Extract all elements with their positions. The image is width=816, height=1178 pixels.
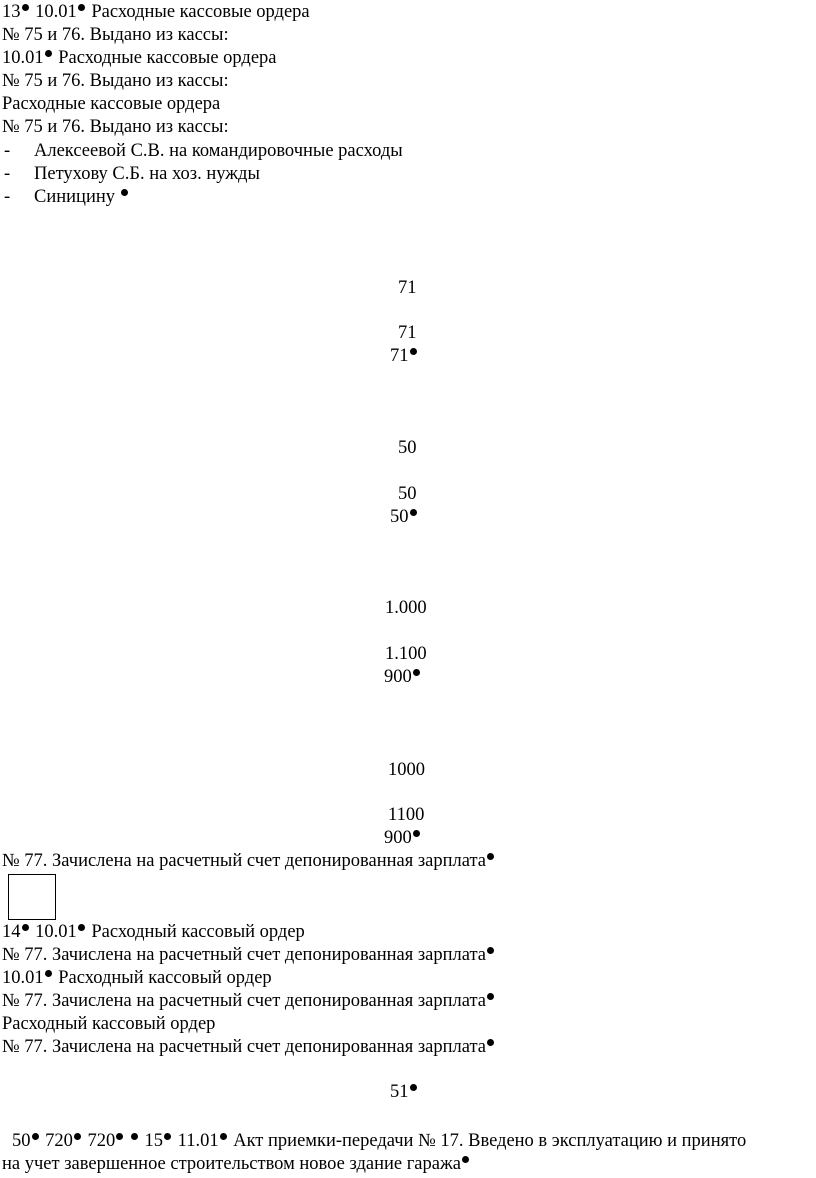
bullet-icon	[487, 993, 494, 1000]
entry-14-operation: № 77. Зачислена на расчетный счет депонированная зарплата	[2, 1036, 496, 1058]
bullet-icon	[487, 1039, 494, 1046]
bullet-icon	[45, 50, 52, 57]
amount: 50	[398, 438, 417, 458]
bullet-icon	[74, 1133, 81, 1140]
bullet-icon	[116, 1133, 123, 1140]
bullet-icon	[45, 970, 52, 977]
entry-14-doc: Расходный кассовый ордер	[2, 1014, 216, 1034]
bullet-icon	[220, 1133, 227, 1140]
account-number: 51	[390, 1081, 419, 1103]
bullet-icon	[22, 4, 29, 11]
empty-box	[8, 874, 56, 920]
amount: 900	[384, 827, 422, 849]
entry-14-header: 14 10.01 Расходный кассовый ордер	[2, 922, 305, 942]
bullet-icon	[164, 1133, 171, 1140]
bullet-icon	[410, 348, 417, 355]
amount: 50	[398, 484, 417, 504]
entry-15-text: на учет завершенное строительством новое здание гаража	[2, 1153, 471, 1175]
bullet-icon	[78, 4, 85, 11]
bullet-icon	[131, 1133, 138, 1140]
bullet-icon	[32, 1133, 39, 1140]
bullet-icon	[413, 830, 420, 837]
bullet-icon	[78, 924, 85, 931]
amount: 71	[398, 323, 417, 343]
entry-14-operation: № 77. Зачислена на расчетный счет депонированная зарплата	[2, 990, 496, 1012]
amount: 50	[390, 506, 419, 528]
bullet-icon	[487, 853, 494, 860]
bullet-icon	[410, 509, 417, 516]
bullet-icon	[22, 924, 29, 931]
amount: 900	[384, 666, 422, 688]
entry-13-operation: № 75 и 76. Выдано из кассы:	[2, 25, 229, 45]
amount: 71	[390, 345, 419, 367]
amount: 1.100	[385, 644, 427, 664]
entry-13-date-doc: 10.01 Расходные кассовые ордера	[2, 48, 277, 68]
entry-13-header: 13 10.01 Расходные кассовые ордера	[2, 2, 310, 22]
amount: 1.000	[385, 598, 427, 618]
amount: 1100	[388, 805, 425, 825]
amount: 71	[398, 278, 417, 298]
entry-13-doc: Расходные кассовые ордера	[2, 94, 221, 114]
amount: 1000	[388, 760, 425, 780]
entry-15-header: 50 720 720 15 11.01 Акт приемки-передачи № 17. Введено в эксплуатацию и принято	[12, 1131, 747, 1151]
entry-13-operation: № 75 и 76. Выдано из кассы:	[2, 117, 229, 137]
entry-14-operation: № 77. Зачислена на расчетный счет депонированная зарплата	[2, 850, 496, 872]
bullet-icon	[121, 189, 128, 196]
bullet-icon	[462, 1156, 469, 1163]
bullet-icon	[487, 947, 494, 954]
entry-14-operation: № 77. Зачислена на расчетный счет депонированная зарплата	[2, 944, 496, 966]
bullet-icon	[410, 1084, 417, 1091]
entry-13-operation: № 75 и 76. Выдано из кассы:	[2, 71, 229, 91]
entry-14-date-doc: 10.01 Расходный кассовый ордер	[2, 968, 272, 988]
bullet-icon	[413, 669, 420, 676]
